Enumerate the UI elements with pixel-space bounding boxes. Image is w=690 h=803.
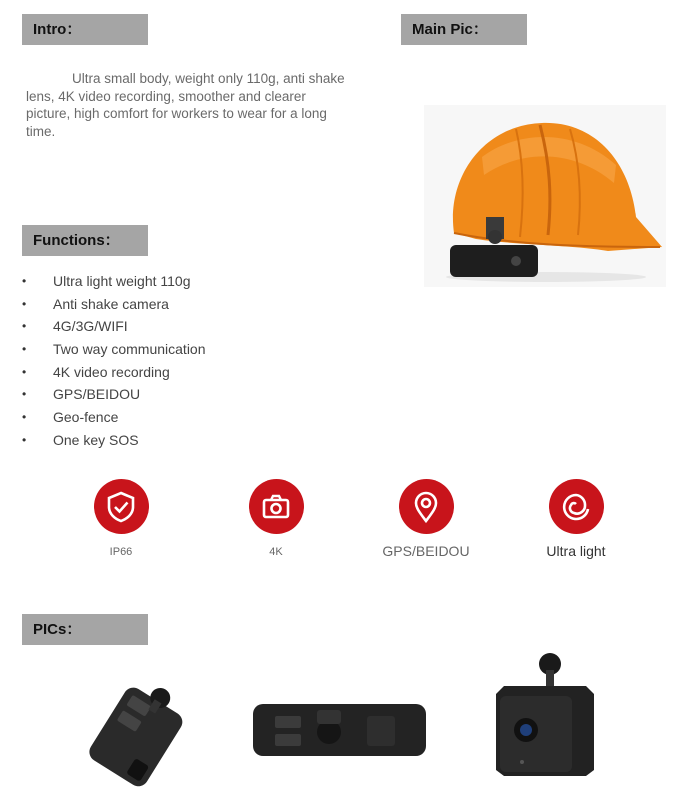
function-item: • 4G/3G/WIFI bbox=[22, 318, 128, 335]
feature-ultra-light bbox=[506, 479, 646, 559]
function-item: • Two way communication bbox=[22, 341, 206, 358]
camera-front-view-image bbox=[490, 652, 600, 780]
location-pin-icon bbox=[399, 479, 454, 534]
spiral-icon bbox=[549, 479, 604, 534]
pics-heading: PICs： bbox=[22, 614, 148, 645]
intro-heading: Intro： bbox=[22, 14, 148, 45]
feature-ip66 bbox=[51, 479, 191, 558]
camera-icon bbox=[249, 479, 304, 534]
feature-gps bbox=[356, 479, 496, 559]
feature-label: Ultra light bbox=[546, 543, 606, 559]
function-item: • Geo-fence bbox=[22, 409, 119, 426]
camera-side-view-image bbox=[82, 675, 198, 797]
function-item: • One key SOS bbox=[22, 431, 139, 448]
function-item: • Ultra light weight 110g bbox=[22, 273, 191, 289]
function-item: • GPS/BEIDOU bbox=[22, 386, 141, 403]
shield-check-icon bbox=[94, 479, 149, 534]
helmet-camera-image bbox=[424, 105, 666, 287]
function-item: • Anti shake camera bbox=[22, 295, 169, 312]
feature-4k bbox=[206, 479, 346, 558]
intro-text: Ultra small body, weight only 110g, anti shake lens, 4K video recording, smoother and clearer picture, high comfort for workers to wear for a long time. bbox=[26, 71, 345, 139]
feature-label: GPS/BEIDOU bbox=[382, 543, 470, 559]
feature-label: IP66 bbox=[109, 546, 133, 558]
feature-label: 4K bbox=[269, 546, 283, 558]
main-pic-heading: Main Pic： bbox=[401, 14, 527, 45]
function-item: • 4K video recording bbox=[22, 363, 170, 380]
camera-top-view-image bbox=[249, 696, 430, 764]
functions-heading: Functions： bbox=[22, 225, 148, 256]
functions-list bbox=[22, 270, 206, 452]
